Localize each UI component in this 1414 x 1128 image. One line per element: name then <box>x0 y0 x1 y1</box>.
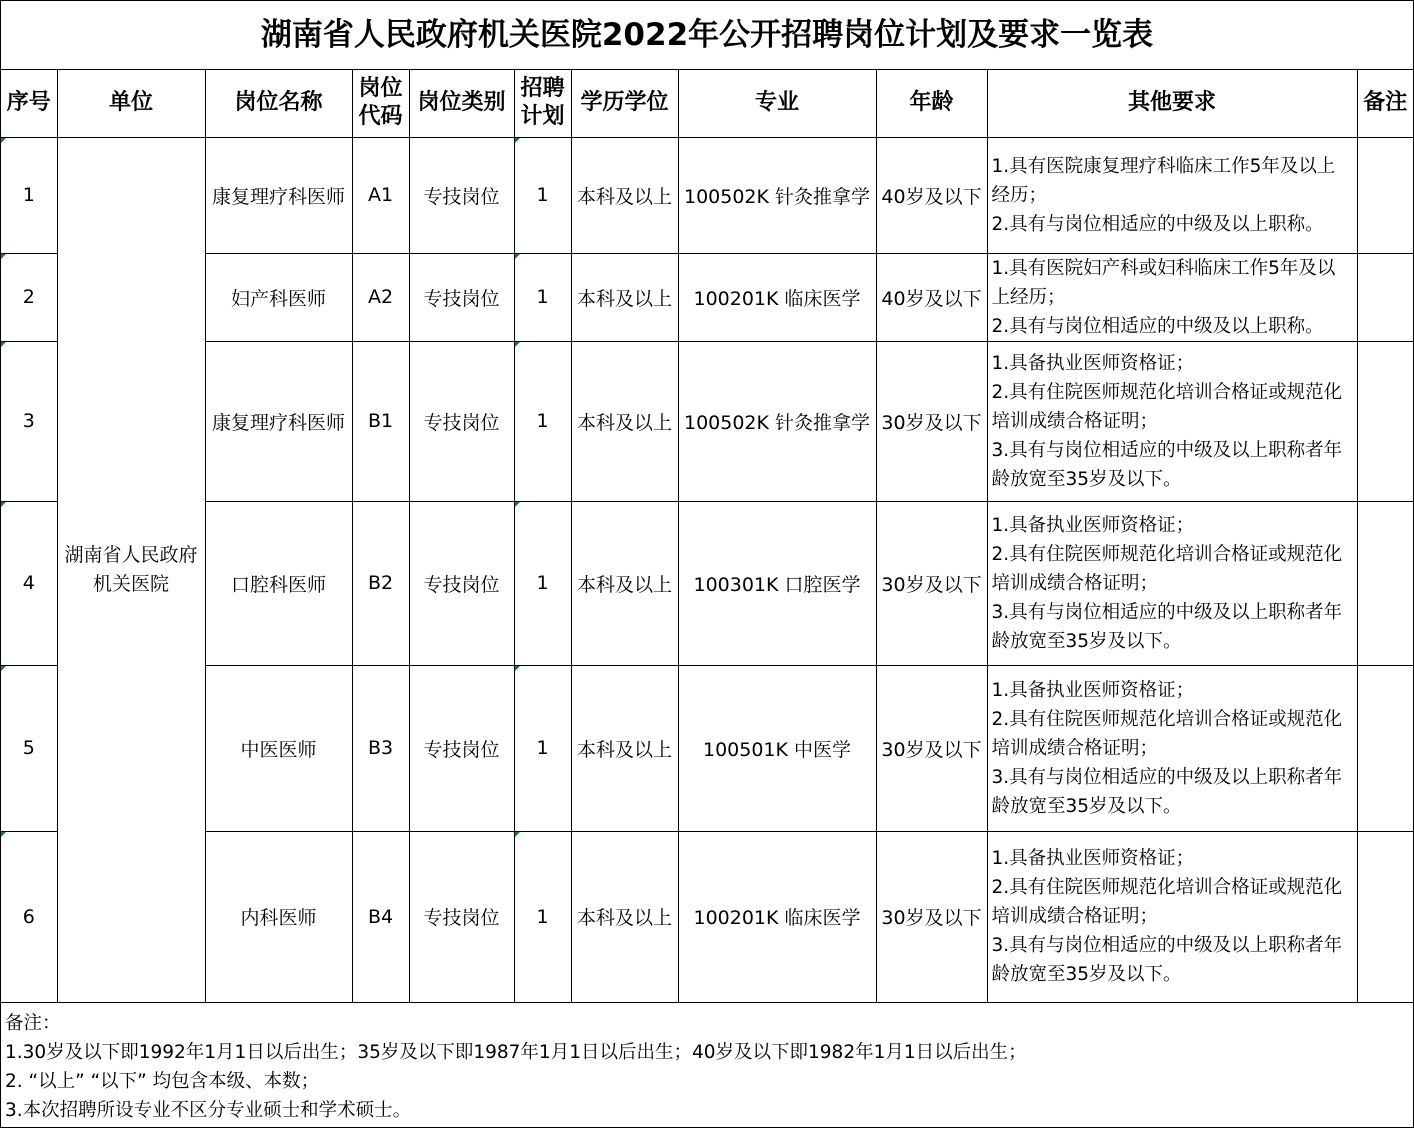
header-position-code-line2: 代码 <box>358 104 403 130</box>
requirement-line: 1.具有医院康复理疗科临床工作5年及以上经历； <box>991 155 1336 206</box>
row-age: 30岁及以下 <box>876 341 987 501</box>
cell-marker-icon <box>1 342 6 347</box>
row-requirements <box>987 665 1357 831</box>
footnotes <box>1 1003 1413 1125</box>
cell-marker-icon <box>1 666 6 671</box>
row-position-code: A2 <box>352 253 409 341</box>
row-remark <box>1357 341 1413 501</box>
row-major: 100502K 针灸推拿学 <box>678 341 876 501</box>
row-seq <box>1 665 57 831</box>
row-category: 专技岗位 <box>409 341 514 501</box>
row-position-code: B3 <box>352 665 409 831</box>
row-seq-text: 4 <box>22 572 35 594</box>
row-remark <box>1357 831 1413 1002</box>
row-plan-text: 1 <box>536 737 549 759</box>
requirement-line: 2.具有住院医师规范化培训合格证或规范化培训成绩合格证明； <box>991 708 1343 759</box>
row-seq-text: 6 <box>22 905 35 928</box>
row-age: 30岁及以下 <box>876 831 987 1002</box>
row-requirements <box>987 831 1357 1002</box>
cell-marker-icon <box>515 342 520 347</box>
requirement-line: 2.具有住院医师规范化培训合格证或规范化培训成绩合格证明； <box>991 543 1343 594</box>
header-row <box>1 70 1413 137</box>
row-seq-text: 2 <box>22 286 35 308</box>
cell-marker-icon <box>515 254 520 259</box>
requirement-line: 1.具备执业医师资格证； <box>991 848 1195 869</box>
row-age: 40岁及以下 <box>876 253 987 341</box>
footnote-line: 3.本次招聘所设专业不区分专业硕士和学术硕士。 <box>5 1099 412 1121</box>
header-age: 年龄 <box>876 70 987 137</box>
requirement-line: 2.具有住院医师规范化培训合格证或规范化培训成绩合格证明； <box>991 877 1343 927</box>
footnote-heading: 备注： <box>5 1012 61 1034</box>
row-major: 100301K 口腔医学 <box>678 501 876 665</box>
requirement-line: 3.具有与岗位相适应的中级及以上职称者年龄放宽至35岁及以下。 <box>991 439 1343 490</box>
row-seq-text: 5 <box>22 737 35 759</box>
header-position-name: 岗位名称 <box>205 70 352 137</box>
row-education: 本科及以上 <box>571 665 678 831</box>
row-category: 专技岗位 <box>409 501 514 665</box>
cell-marker-icon <box>515 666 520 671</box>
row-education: 本科及以上 <box>571 501 678 665</box>
header-plan <box>514 70 571 137</box>
header-position-code <box>352 70 409 137</box>
cell-marker-icon <box>515 832 520 837</box>
row-plan-text: 1 <box>536 410 549 432</box>
header-category: 岗位类别 <box>409 70 514 137</box>
row-plan <box>514 253 571 341</box>
row-plan <box>514 341 571 501</box>
row-requirements <box>987 341 1357 501</box>
row-position-name: 康复理疗科医师 <box>205 341 352 501</box>
row-position-name: 妇产科医师 <box>205 253 352 341</box>
row-major: 100201K 临床医学 <box>678 831 876 1002</box>
requirement-line: 1.具备执业医师资格证； <box>991 679 1195 701</box>
cell-marker-icon <box>515 502 520 507</box>
header-seq: 序号 <box>1 70 57 137</box>
row-category: 专技岗位 <box>409 137 514 253</box>
footnote-line: 2. “以上” “以下” 均包含本级、本数； <box>5 1070 320 1092</box>
positions-table <box>1 70 1413 1003</box>
header-unit: 单位 <box>57 70 205 137</box>
row-education: 本科及以上 <box>571 253 678 341</box>
table-row <box>1 501 1413 665</box>
row-plan-text: 1 <box>536 286 549 308</box>
header-plan-line2: 计划 <box>520 104 565 130</box>
row-plan <box>514 501 571 665</box>
row-position-code: A1 <box>352 137 409 253</box>
row-age: 30岁及以下 <box>876 665 987 831</box>
row-seq <box>1 501 57 665</box>
unit-cell <box>57 137 205 1002</box>
requirement-line: 3.具有与岗位相适应的中级及以上职称者年龄放宽至35岁及以下。 <box>991 601 1343 652</box>
table-row <box>1 253 1413 341</box>
row-major: 100502K 针灸推拿学 <box>678 137 876 253</box>
requirement-line: 1.具有医院妇产科或妇科临床工作5年及以上经历； <box>991 257 1336 308</box>
row-seq-text: 1 <box>22 184 35 206</box>
cell-marker-icon <box>1 138 6 143</box>
row-requirements <box>987 137 1357 253</box>
row-plan <box>514 831 571 1002</box>
row-education: 本科及以上 <box>571 831 678 1002</box>
row-position-code: B2 <box>352 501 409 665</box>
row-position-code: B4 <box>352 831 409 1002</box>
requirement-line: 2.具有与岗位相适应的中级及以上职称。 <box>991 315 1324 337</box>
footnote-line: 1.30岁及以下即1992年1月1日以后出生；35岁及以下即1987年1月1日以后出生；40岁及以下即1982年1月1日以后出生； <box>5 1041 1027 1063</box>
row-major: 100501K 中医学 <box>678 665 876 831</box>
header-plan-line1: 招聘 <box>520 76 565 102</box>
row-seq <box>1 253 57 341</box>
row-seq <box>1 137 57 253</box>
row-position-code: B1 <box>352 341 409 501</box>
header-position-code-line1: 岗位 <box>358 76 403 102</box>
row-position-name: 口腔科医师 <box>205 501 352 665</box>
cell-marker-icon <box>1 254 6 259</box>
row-plan-text: 1 <box>536 905 549 928</box>
row-age: 40岁及以下 <box>876 137 987 253</box>
requirement-line: 1.具备执业医师资格证； <box>991 352 1195 374</box>
unit-name: 湖南省人民政府机关医院 <box>64 543 198 595</box>
row-remark <box>1357 501 1413 665</box>
page-title: 湖南省人民政府机关医院2022年公开招聘岗位计划及要求一览表 <box>1 1 1413 70</box>
requirement-line: 1.具备执业医师资格证； <box>991 514 1195 536</box>
cell-marker-icon <box>515 138 520 143</box>
row-remark <box>1357 137 1413 253</box>
row-position-name: 康复理疗科医师 <box>205 137 352 253</box>
row-category: 专技岗位 <box>409 665 514 831</box>
row-seq <box>1 831 57 1002</box>
row-category: 专技岗位 <box>409 253 514 341</box>
table-row <box>1 665 1413 831</box>
row-major: 100201K 临床医学 <box>678 253 876 341</box>
header-education: 学历学位 <box>571 70 678 137</box>
row-education: 本科及以上 <box>571 341 678 501</box>
row-position-name: 内科医师 <box>205 831 352 1002</box>
requirement-line: 3.具有与岗位相适应的中级及以上职称者年龄放宽至35岁及以下。 <box>991 935 1343 985</box>
table-row <box>1 831 1413 1002</box>
row-plan <box>514 137 571 253</box>
row-age: 30岁及以下 <box>876 501 987 665</box>
row-plan-text: 1 <box>536 184 549 206</box>
row-remark <box>1357 253 1413 341</box>
row-requirements <box>987 501 1357 665</box>
requirement-line: 2.具有与岗位相适应的中级及以上职称。 <box>991 213 1324 235</box>
row-plan <box>514 665 571 831</box>
header-other: 其他要求 <box>987 70 1357 137</box>
requirement-line: 2.具有住院医师规范化培训合格证或规范化培训成绩合格证明； <box>991 381 1343 432</box>
row-category: 专技岗位 <box>409 831 514 1002</box>
header-remark: 备注 <box>1357 70 1413 137</box>
row-plan-text: 1 <box>536 572 549 594</box>
row-remark <box>1357 665 1413 831</box>
table-row <box>1 137 1413 253</box>
row-position-name: 中医医师 <box>205 665 352 831</box>
table-row <box>1 341 1413 501</box>
row-seq-text: 3 <box>22 410 35 432</box>
requirement-line: 3.具有与岗位相适应的中级及以上职称者年龄放宽至35岁及以下。 <box>991 766 1343 817</box>
cell-marker-icon <box>1 502 6 507</box>
row-requirements <box>987 253 1357 341</box>
row-seq <box>1 341 57 501</box>
row-education: 本科及以上 <box>571 137 678 253</box>
header-major: 专业 <box>678 70 876 137</box>
cell-marker-icon <box>1 832 6 837</box>
